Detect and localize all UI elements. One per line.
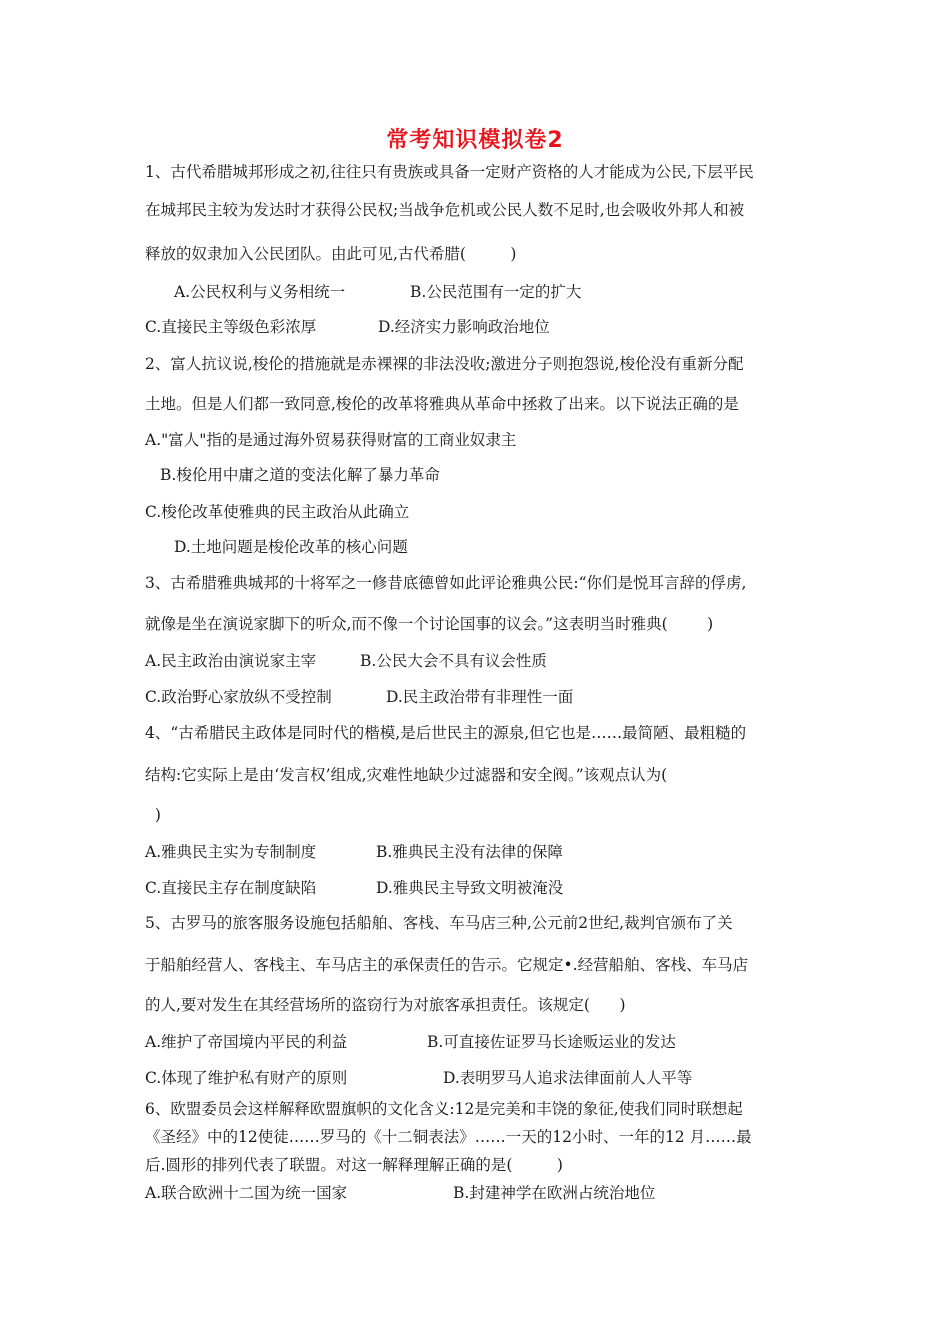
q6-option-a: A.联合欧洲十二国为统一国家: [145, 1184, 348, 1202]
q6-option-b: B.封建神学在欧洲占统治地位: [453, 1184, 656, 1202]
q6-stem-line-1: 6、欧盟委员会这样解释欧盟旗帜的文化含义:12是完美和丰饶的象征,使我们同时联想起: [145, 1100, 743, 1118]
q2-stem-line-1: 2、富人抗议说,梭伦的措施就是赤裸裸的非法没收;激进分子则抱怨说,梭伦没有重新分配: [145, 355, 744, 373]
q2-stem-line-2: 土地。但是人们都一致同意,梭伦的改革将雅典从革命中拯救了出来。以下说法正确的是: [145, 395, 739, 413]
q5-option-d: D.表明罗马人追求法律面前人人平等: [443, 1069, 693, 1087]
q2-option-a: A."富人"指的是通过海外贸易获得财富的工商业奴隶主: [145, 431, 517, 449]
q1-option-d: D.经济实力影响政治地位: [378, 318, 550, 336]
q5-stem-line-2: 于船舶经营人、客栈主、车马店主的承保责任的告示。它规定•.经营船舶、客栈、车马店: [145, 956, 749, 974]
q3-option-a: A.民主政治由演说家主宰: [145, 652, 317, 670]
q1-option-a: A.公民权利与义务相统一: [174, 283, 346, 301]
q4-option-c: C.直接民主存在制度缺陷: [145, 879, 317, 897]
q4-stem-line-2: 结构:它实际上是由‘发言权’组成,灾难性地缺少过滤器和安全阀。”该观点认为(: [145, 766, 668, 784]
q4-stem-line-3: ): [145, 806, 161, 824]
q4-option-d: D.雅典民主导致文明被淹没: [376, 879, 564, 897]
q1-stem-line-2: 在城邦民主较为发达时才获得公民权;当战争危机或公民人数不足时,也会吸收外邦人和被: [145, 201, 745, 219]
q3-stem-line-1: 3、古希腊雅典城邦的十将军之一修昔底德曾如此评论雅典公民:“你们是悦耳言辞的俘虏,: [145, 574, 747, 592]
q2-option-b: B.梭伦用中庸之道的变法化解了暴力革命: [160, 466, 440, 484]
q1-stem-line-1: 1、古代希腊城邦形成之初,往往只有贵族或具备一定财产资格的人才能成为公民,下层平民: [145, 163, 754, 181]
q3-option-d: D.民主政治带有非理性一面: [386, 688, 574, 706]
q3-option-b: B.公民大会不具有议会性质: [360, 652, 547, 670]
q3-stem-line-2: 就像是坐在演说家脚下的听众,而不像一个讨论国事的议会。”这表明当时雅典( ): [145, 615, 714, 633]
q6-stem-line-2: 《圣经》中的12使徒……罗马的《十二铜表法》……一天的12小时、一年的12 月……最: [145, 1128, 752, 1146]
q4-option-a: A.雅典民主实为专制制度: [145, 843, 317, 861]
q1-option-b: B.公民范围有一定的扩大: [410, 283, 582, 301]
q5-option-b: B.可直接佐证罗马长途贩运业的发达: [427, 1033, 676, 1051]
q1-stem-line-3: 释放的奴隶加入公民团队。由此可见,古代希腊( ): [145, 245, 517, 263]
q1-option-c: C.直接民主等级色彩浓厚: [145, 318, 317, 336]
q2-option-d: D.土地问题是梭伦改革的核心问题: [174, 538, 408, 556]
q5-option-c: C.体现了维护私有财产的原则: [145, 1069, 348, 1087]
q5-stem-line-3: 的人,要对发生在其经营场所的盗窃行为对旅客承担责任。该规定( ): [145, 996, 626, 1014]
page-title: 常考知识模拟卷2: [386, 128, 564, 153]
q2-option-c: C.梭伦改革使雅典的民主政治从此确立: [145, 503, 410, 521]
q6-stem-line-3: 后.圆形的排列代表了联盟。对这一解释理解正确的是( ): [145, 1156, 563, 1174]
q4-option-b: B.雅典民主没有法律的保障: [376, 843, 563, 861]
q5-option-a: A.维护了帝国境内平民的利益: [145, 1033, 348, 1051]
q5-stem-line-1: 5、古罗马的旅客服务设施包括船舶、客栈、车马店三种,公元前2世纪,裁判官颁布了关: [145, 914, 733, 932]
q4-stem-line-1: 4、“古希腊民主政体是同时代的楷模,是后世民主的源泉,但它也是……最简陋、最粗糙的: [145, 724, 747, 742]
q3-option-c: C.政治野心家放纵不受控制: [145, 688, 332, 706]
